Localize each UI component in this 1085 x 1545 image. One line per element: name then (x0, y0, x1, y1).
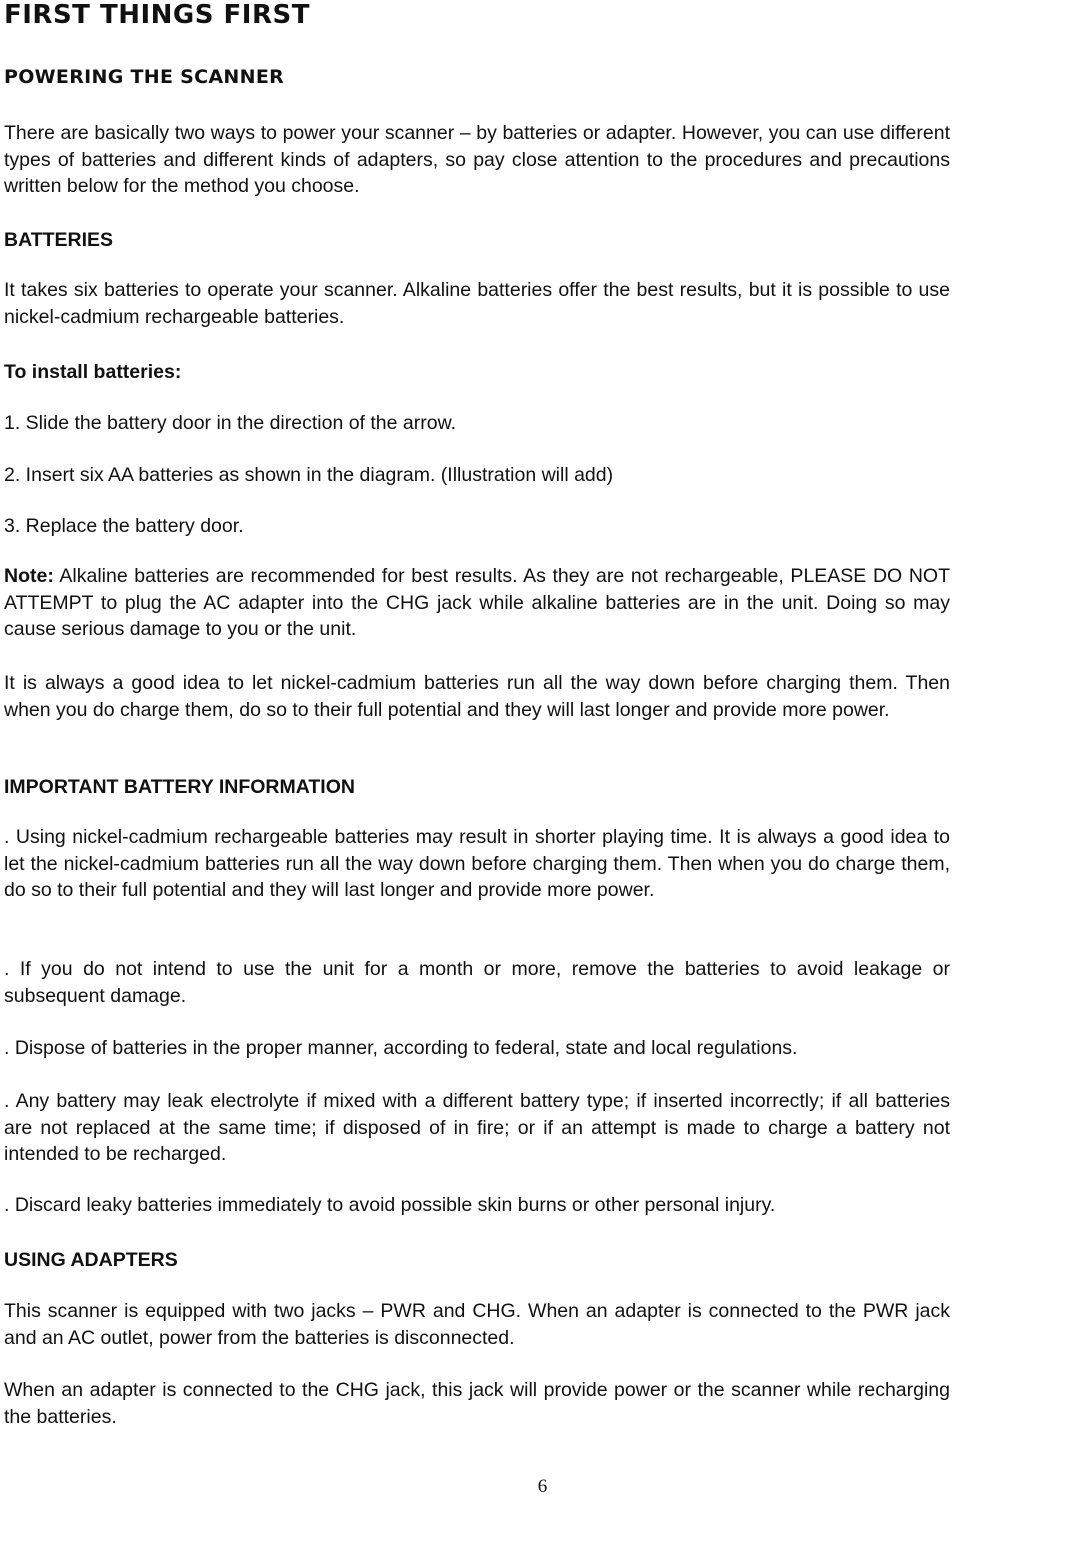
install-step-1: 1. Slide the battery door in the direction of the arrow. (4, 412, 457, 434)
battery-note (4, 563, 950, 643)
important-item-1: . Using nickel-cadmium rechargeable batteries may result in shorter playing time. It is always a good idea to let the nickel-cadmium batteries run all the way down before charging them. Then when you do charge them, do so to their full potential and they will last longer and provide more power. (4, 826, 950, 901)
powering-intro: There are basically two ways to power your scanner – by batteries or adapter. However, you can use different types of batteries and different kinds of adapters, so pay close attention to the procedures and precautions written below for the method you choose. (4, 122, 950, 197)
adapters-paragraph-1: This scanner is equipped with two jacks – PWR and CHG. When an adapter is connected to the PWR jack and an AC outlet, power from the batteries is disconnected. (4, 1300, 950, 1349)
section-heading-adapters: USING ADAPTERS (4, 1249, 178, 1271)
important-item-2: . If you do not intend to use the unit for a month or more, remove the batteries to avoid leakage or subsequent damage. (4, 958, 950, 1007)
important-item-3: . Dispose of batteries in the proper manner, according to federal, state and local regulations. (4, 1037, 798, 1059)
page-number: 6 (537, 1476, 548, 1497)
section-heading-important: IMPORTANT BATTERY INFORMATION (4, 776, 355, 798)
note-text: Alkaline batteries are recommended for best results. As they are not rechargeable, PLEASE DO NOT ATTEMPT to plug the AC adapter into the CHG jack while alkaline batteries are in the unit. Doing so may cause serious damage to you or the unit. (4, 565, 950, 640)
note-label: Note: (4, 565, 54, 587)
important-item-4: . Any battery may leak electrolyte if mixed with a different battery type; if inserted incorrectly; if all batteries are not replaced at the same time; if disposed of in fire; or if an attempt is made to charge a battery not intended to be recharged. (4, 1090, 950, 1165)
batteries-intro: It takes six batteries to operate your scanner. Alkaline batteries offer the best results, but it is possible to use nickel-cadmium rechargeable batteries. (4, 279, 950, 328)
adapters-paragraph-2: When an adapter is connected to the CHG jack, this jack will provide power or the scanner while recharging the batteries. (4, 1379, 950, 1428)
section-heading-powering: POWERING THE SCANNER (4, 66, 285, 88)
install-step-3: 3. Replace the battery door. (4, 515, 244, 537)
nicad-tip: It is always a good idea to let nickel-cadmium batteries run all the way down before charging them. Then when you do charge them, do so to their full potential and they will last longer and provide more power. (4, 672, 950, 721)
page-title: FIRST THINGS FIRST (4, 0, 310, 30)
section-heading-batteries: BATTERIES (4, 229, 114, 251)
install-step-2: 2. Insert six AA batteries as shown in the diagram. (Illustration will add) (4, 464, 614, 486)
install-batteries-heading: To install batteries: (4, 361, 182, 383)
important-item-5: . Discard leaky batteries immediately to avoid possible skin burns or other personal injury. (4, 1194, 776, 1216)
